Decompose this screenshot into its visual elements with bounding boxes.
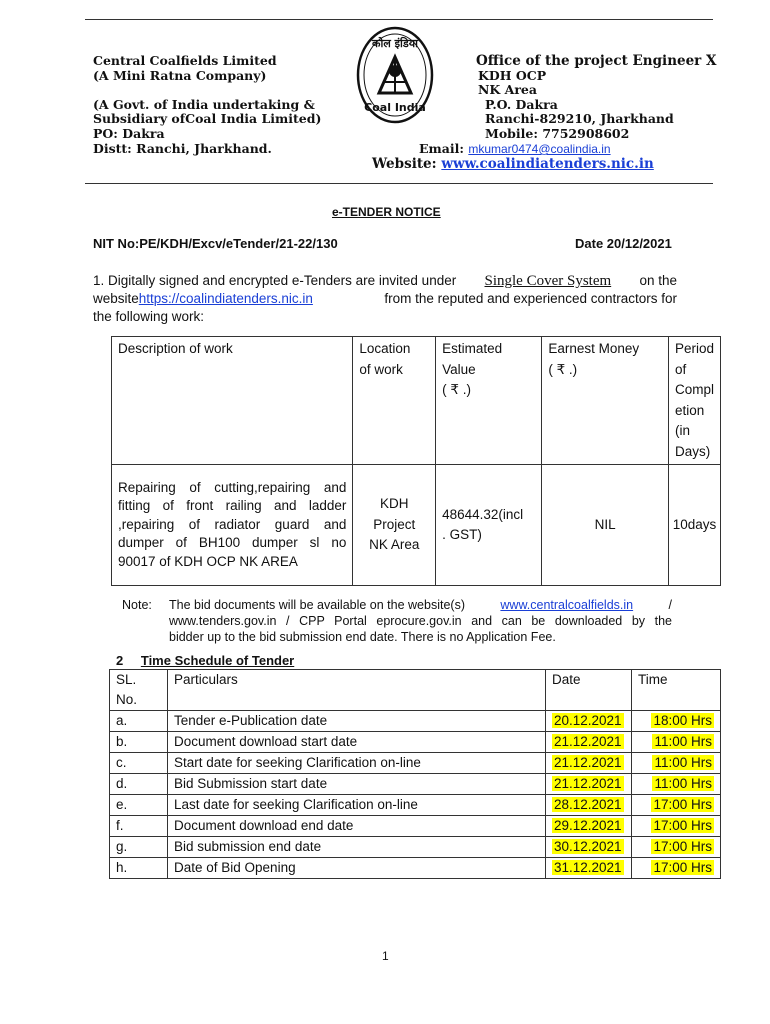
intro-paragraph — [93, 272, 677, 326]
intro-line-2 — [93, 290, 677, 308]
schedule-date-value: 21.12.2021 — [554, 776, 622, 791]
work-earnest-money: NIL — [542, 465, 669, 586]
email-label: Email: — [419, 141, 464, 156]
schedule-header-time: Time — [632, 670, 721, 711]
schedule-date — [546, 753, 632, 774]
company-type: (A Mini Ratna Company) — [93, 68, 267, 83]
header-top-rule — [85, 19, 713, 20]
schedule-particulars: Start date for seeking Clarification on-line — [168, 753, 546, 774]
schedule-time-value: 18:00 Hrs — [653, 713, 712, 728]
svg-text:कोल इंडिया: कोल इंडिया — [372, 37, 418, 50]
schedule-table — [109, 669, 721, 879]
schedule-sl: h. — [110, 858, 168, 879]
header-earnest-money: Earnest Money ( ₹ .) — [542, 337, 669, 465]
schedule-time — [632, 711, 721, 732]
schedule-time-value: 11:00 Hrs — [654, 776, 712, 791]
schedule-particulars: Document download end date — [168, 816, 546, 837]
website-line — [372, 156, 654, 172]
page-number: 1 — [382, 949, 389, 963]
intro-line-3: the following work: — [93, 309, 205, 324]
schedule-date — [546, 711, 632, 732]
schedule-sl: b. — [110, 732, 168, 753]
header-estimated-value: Estimated Value ( ₹ .) — [436, 337, 542, 465]
schedule-sl: a. — [110, 711, 168, 732]
schedule-date — [546, 816, 632, 837]
work-description: Repairing of cutting,repairing and fitting of front railing and ladder ,repairing of radiator guard and dumper of BH100 dumper sl no 90017 of KDH OCP NK AREA — [112, 465, 353, 586]
email-link[interactable]: mkumar0474@coalindia.in — [468, 142, 611, 156]
schedule-time-value: 11:00 Hrs — [654, 734, 712, 749]
subsidiary: Subsidiary ofCoal India Limited) — [93, 111, 322, 126]
schedule-row — [110, 858, 721, 879]
schedule-header-sl: SL. No. — [110, 670, 168, 711]
schedule-date — [546, 837, 632, 858]
intro-line-1 — [93, 272, 677, 290]
schedule-particulars: Bid Submission start date — [168, 774, 546, 795]
schedule-time-value: 17:00 Hrs — [653, 818, 712, 833]
schedule-particulars: Document download start date — [168, 732, 546, 753]
schedule-sl: d. — [110, 774, 168, 795]
district-address: Distt: Ranchi, Jharkhand. — [93, 141, 272, 156]
notice-date: Date 20/12/2021 — [575, 236, 672, 251]
intro-text-2a: website — [93, 291, 139, 306]
schedule-row — [110, 795, 721, 816]
schedule-row — [110, 816, 721, 837]
header-bottom-rule — [85, 183, 713, 184]
schedule-number: 2 — [116, 653, 124, 668]
header-period: Period of Compl etion (in Days) — [668, 337, 720, 465]
coal-india-logo — [355, 25, 435, 125]
project-name: KDH OCP — [478, 68, 547, 83]
schedule-date-value: 30.12.2021 — [554, 839, 622, 854]
schedule-date — [546, 732, 632, 753]
schedule-row — [110, 753, 721, 774]
schedule-date-value: 21.12.2021 — [554, 734, 622, 749]
schedule-sl: e. — [110, 795, 168, 816]
office-title: Office of the project Engineer X — [476, 53, 717, 69]
schedule-date — [546, 858, 632, 879]
notice-title: e-TENDER NOTICE — [332, 205, 441, 219]
schedule-time — [632, 753, 721, 774]
schedule-header-particulars: Particulars — [168, 670, 546, 711]
schedule-time — [632, 774, 721, 795]
schedule-particulars: Last date for seeking Clarification on-line — [168, 795, 546, 816]
website-label: Website: — [372, 156, 437, 172]
company-name: Central Coalfields Limited — [93, 53, 277, 68]
schedule-heading — [116, 653, 294, 668]
schedule-time — [632, 858, 721, 879]
note-line-1b: / — [668, 598, 672, 612]
header-location: Location of work — [353, 337, 436, 465]
schedule-sl: f. — [110, 816, 168, 837]
note-line-1a: The bid documents will be available on the website(s) — [169, 598, 465, 612]
header-description: Description of work — [112, 337, 353, 465]
schedule-header-row — [110, 670, 721, 711]
govt-undertaking: (A Govt. of India undertaking & — [93, 97, 315, 112]
work-table-header — [112, 337, 721, 465]
schedule-row — [110, 711, 721, 732]
intro-text-1b: on the — [639, 273, 677, 288]
nit-number: NIT No:PE/KDH/Excv/eTender/21-22/130 — [93, 236, 338, 251]
po-address: PO: Dakra — [93, 126, 165, 141]
intro-text-1a: 1. Digitally signed and encrypted e-Tenders are invited under — [93, 273, 457, 288]
schedule-date-value: 28.12.2021 — [554, 797, 622, 812]
schedule-time-value: 11:00 Hrs — [654, 755, 712, 770]
svg-text:Coal India: Coal India — [364, 101, 426, 114]
schedule-date — [546, 774, 632, 795]
coalindiatenders-link[interactable]: https://coalindiatenders.nic.in — [138, 291, 313, 306]
schedule-time — [632, 816, 721, 837]
schedule-sl: g. — [110, 837, 168, 858]
ranchi-address: Ranchi-829210, Jharkhand — [485, 111, 674, 126]
work-table-row — [112, 465, 721, 586]
email-line — [419, 141, 611, 156]
schedule-row — [110, 837, 721, 858]
schedule-date — [546, 795, 632, 816]
schedule-time-value: 17:00 Hrs — [653, 839, 712, 854]
schedule-particulars: Date of Bid Opening — [168, 858, 546, 879]
schedule-date-value: 31.12.2021 — [554, 860, 622, 875]
mobile-number: Mobile: 7752908602 — [485, 126, 630, 141]
note-line-2: www.tenders.gov.in / CPP Portal eprocure.gov.in and can be downloaded by the — [169, 614, 672, 628]
schedule-particulars: Bid submission end date — [168, 837, 546, 858]
schedule-time — [632, 837, 721, 858]
schedule-header-date: Date — [546, 670, 632, 711]
schedule-date-value: 20.12.2021 — [554, 713, 622, 728]
intro-text-2b: from the reputed and experienced contractors for — [384, 291, 677, 306]
schedule-title: Time Schedule of Tender — [140, 653, 295, 668]
centralcoalfields-link[interactable]: www.centralcoalfields.in — [500, 598, 634, 612]
note-line-3: bidder up to the bid submission end date. There is no Application Fee. — [169, 630, 556, 644]
work-table — [111, 336, 721, 586]
schedule-time — [632, 732, 721, 753]
schedule-sl: c. — [110, 753, 168, 774]
schedule-date-value: 21.12.2021 — [554, 755, 622, 770]
schedule-time — [632, 795, 721, 816]
schedule-time-value: 17:00 Hrs — [653, 797, 712, 812]
note-line-1 — [169, 597, 672, 613]
note-label: Note: — [122, 598, 152, 612]
website-link[interactable]: www.coalindiatenders.nic.in — [441, 156, 654, 172]
schedule-row — [110, 774, 721, 795]
schedule-particulars: Tender e-Publication date — [168, 711, 546, 732]
single-cover-system: Single Cover System — [484, 273, 612, 289]
note-text — [169, 597, 672, 645]
schedule-time-value: 17:00 Hrs — [653, 860, 712, 875]
schedule-row — [110, 732, 721, 753]
area-name: NK Area — [478, 82, 537, 97]
schedule-date-value: 29.12.2021 — [554, 818, 622, 833]
work-location: KDH Project NK Area — [353, 465, 436, 586]
work-period: 10days — [668, 465, 720, 586]
po-dakra: P.O. Dakra — [485, 97, 558, 112]
work-estimated-value: 48644.32(incl . GST) — [436, 465, 542, 586]
